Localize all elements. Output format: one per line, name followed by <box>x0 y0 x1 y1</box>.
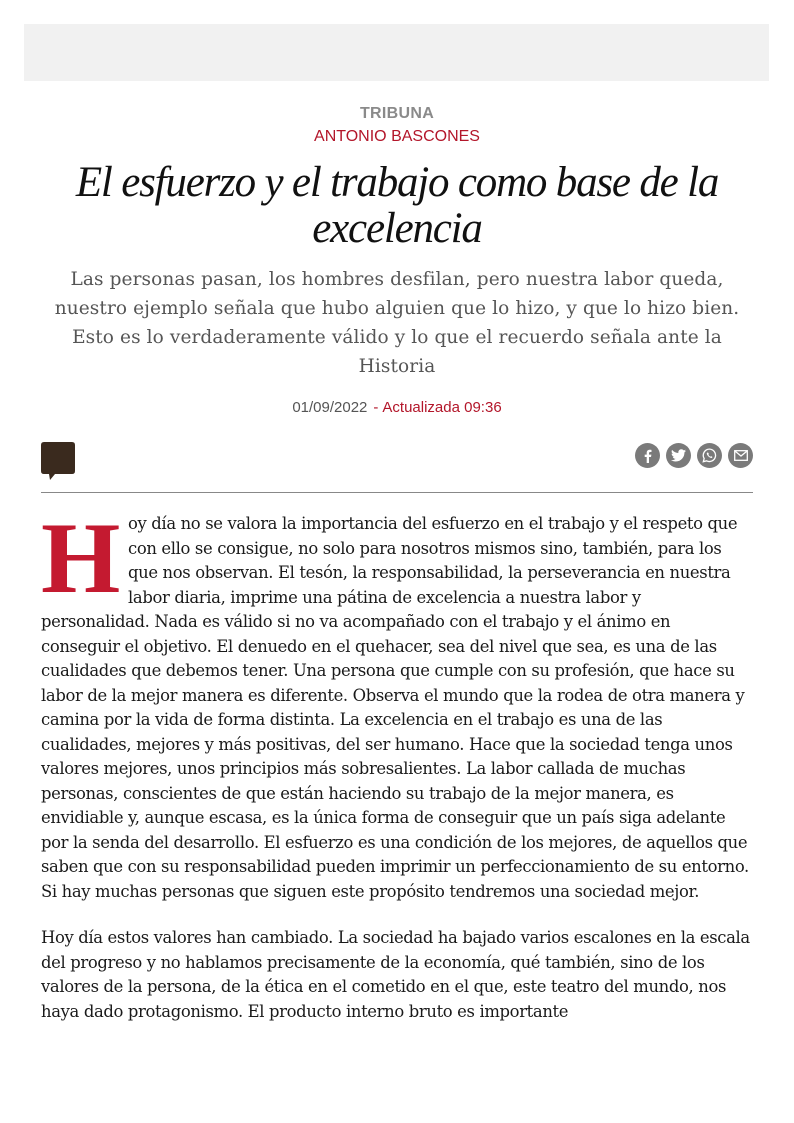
paragraph <box>41 502 753 904</box>
drop-cap: H <box>41 502 120 615</box>
paragraph-text: oy día no se valora la importancia del esfuerzo en el trabajo y el respeto que con ello se consigue, no solo para nosotros mismos sino, también, para los que nos observan. El tesón, la responsabilidad, la perseverancia en nuestra labor diaria, imprime una pátina de excelencia a nuestra labor y personalidad. Nada es válido si no va acompañado con el trabajo y el ánimo en conseguir el objetivo. El denuedo en el quehacer, sea del nivel que sea, es una de las cualidades que debemos tener. Una persona que cumple con su profesión, que hace su labor de la mejor manera es diferente. Observa el mundo que la rodea de otra manera y camina por la vida de forma distinta. La excelencia en el trabajo es una de las cualidades, mejores y más positivas, del ser humano. Hace que la sociedad tenga unos valores mejores, unos principios más sobresalientes. La labor callada de muchas personas, conscientes de que están haciendo su trabajo de la mejor manera, es envidiable y, aunque escasa, es la única forma de conseguir que un país siga adelante por la senda del desarrollo. El esfuerzo es una condición de los mejores, de aquellos que saben que con su responsabilidad pueden imprimir un perfeccionamiento de su entorno. Si hay muchas personas que siguen este propósito tendremos una sociedad mejor. <box>41 514 749 901</box>
subtitle: Las personas pasan, los hombres desfilan, pero nuestra labor queda, nuestro ejemplo señala que hubo alguien que lo hizo, y que lo hizo bien. Esto es lo verdaderamente válido y lo que el recuerdo señala ante la Historia <box>54 269 740 377</box>
updated-time: Actualizada 09:36 <box>382 399 502 416</box>
paragraph: Hoy día estos valores han cambiado. La sociedad ha bajado varios escalones en la escala del progreso y no hablamos precisamente de la economía, qué también, sino de los valores de la persona, de la ética en el cometido en el que, este teatro del mundo, nos haya dado protagonismo. El producto interno bruto es importante <box>41 928 750 1021</box>
divider <box>41 492 753 493</box>
article-body <box>41 502 753 1046</box>
facebook-share-button[interactable] <box>635 443 660 468</box>
twitter-icon <box>671 449 686 462</box>
email-icon <box>734 450 748 461</box>
author-link[interactable]: ANTONIO BASCONES <box>314 128 480 145</box>
section-label: TRIBUNA <box>359 105 435 122</box>
comment-bubble-icon <box>41 442 75 480</box>
email-share-button[interactable] <box>728 443 753 468</box>
publish-date: 01/09/2022 <box>292 399 368 416</box>
headline: El esfuerzo y el trabajo como base de la excelencia <box>75 159 719 252</box>
dateline <box>0 399 794 416</box>
date-separator: - <box>373 399 379 416</box>
share-bar <box>635 443 753 468</box>
comment-button[interactable] <box>41 442 75 480</box>
whatsapp-share-button[interactable] <box>697 443 722 468</box>
facebook-icon <box>641 449 655 463</box>
ad-banner <box>24 24 769 81</box>
twitter-share-button[interactable] <box>666 443 691 468</box>
whatsapp-icon <box>702 448 717 463</box>
